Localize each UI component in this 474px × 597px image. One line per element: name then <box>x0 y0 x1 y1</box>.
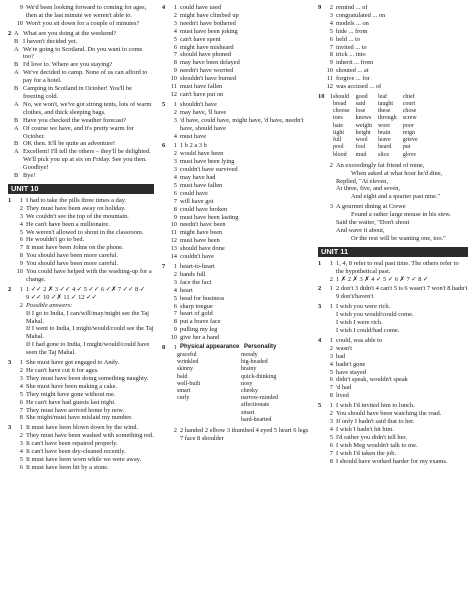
list-item: big-headed <box>241 359 268 366</box>
list-item: 4 must have <box>173 132 207 140</box>
list-item: 10 You could have helped with the washing-up for a change. <box>16 268 152 283</box>
list-item: 3 congratulated ... on <box>329 11 386 19</box>
limerick-2: 3 A gourmet dining at Crewe Found a rather large mouse in his stew. Said the waiter, "Don't shout And wave it about, Or the rest will be wanting one, too." <box>318 203 468 243</box>
u10-ex3b <box>8 424 154 471</box>
list-item: 5 can't have spent <box>173 35 221 43</box>
list-item: 5 1 I wish I'd invited him to lunch. <box>318 402 415 410</box>
list-item: graceful <box>177 351 197 358</box>
list-item: moody <box>241 351 258 358</box>
list-item: 8 She might/must have mislaid my number. <box>19 414 133 422</box>
list-item: 2 would have been <box>173 150 224 158</box>
list-item: 6 I wish Meg wouldn't talk to me. <box>329 441 418 449</box>
ex4 <box>162 4 312 99</box>
list-item: cheeky <box>241 387 258 394</box>
list-item: 9 2 remind ... of <box>318 4 368 11</box>
list-item: 3 face the fact <box>173 278 212 286</box>
list-item: 2 They must have been washed with something red. <box>19 432 154 440</box>
u11-ex2 <box>318 285 468 301</box>
poem-line: Or the rest will be wanting one, too." <box>351 234 446 242</box>
ex10 <box>318 93 468 243</box>
list-item: 7 'd had <box>329 384 352 392</box>
list-item: smart <box>241 409 255 416</box>
table-row: choose lose these chose <box>333 108 417 115</box>
unit-10-heading: UNIT 10 <box>8 184 154 194</box>
dialogue-line: A Of course we have, and it's pretty warm for October. <box>14 124 134 140</box>
u10-ex2 <box>8 286 154 357</box>
list-item: 4 She must have been making a cake. <box>19 382 118 390</box>
ex2-dialogue <box>8 30 154 180</box>
ex7 <box>162 263 312 342</box>
list-item: skinny <box>177 366 194 373</box>
list-item: 7 will have got <box>173 197 214 205</box>
dialogue-line: A Excellent! I'll tell the others – they'll be delighted. We'll pick you up at six on Friday. See you then. Goodbye! <box>14 148 151 172</box>
list-item: 10 Won't you sit down for a couple of minutes? <box>16 19 140 27</box>
list-item: brainy <box>241 366 257 373</box>
list-item: 4 must have been joking <box>173 27 238 35</box>
list-item: 2 hands full <box>173 270 206 278</box>
list-item: 3 If only I hadn't said that to her. <box>329 417 415 425</box>
list-item: 2 wasn't <box>329 344 353 352</box>
list-item: 8 trick ... into <box>329 51 366 59</box>
list-item: 6 He wouldn't go to bed. <box>19 236 85 244</box>
table-row: pool fool heard put <box>333 144 411 151</box>
list-item: 4 1 could, was able to <box>318 336 383 344</box>
list-item: 6 1 1 b 2 a 3 b <box>162 142 207 150</box>
list-item: 7 1 heart-to-heart <box>162 263 215 270</box>
list-item: 8 I should have worked harder for my exams. <box>329 457 448 465</box>
list-item: 3 It can't have been repaired properly. <box>19 440 118 448</box>
list-item: 10 needn't have been <box>170 221 226 229</box>
table-row: toes knows through screw <box>333 115 417 122</box>
list-item: I wish I could/had come. <box>336 327 400 335</box>
list-item: 11 forgive ... for <box>326 75 370 83</box>
column-3 <box>318 4 468 467</box>
physical-appearance-heading: Physical appearance <box>180 344 240 351</box>
list-item: wrinkled <box>177 359 199 366</box>
list-item: If I went to India, I might/would/could see the Taj Mahal. <box>26 325 154 341</box>
list-item: 2 Possible answers: <box>19 301 73 309</box>
list-item: 3 They must have been doing something naughty. <box>19 374 149 382</box>
list-item: 6 sharp tongue <box>173 302 213 310</box>
list-item: narrow-minded <box>241 395 278 402</box>
dialogue-line: A We've decided to camp. None of us can afford to pay for a hotel. <box>14 69 148 85</box>
table-row: hate weight wore poor <box>333 122 414 129</box>
u11-ex3 <box>318 303 468 335</box>
list-item: 8 put a brave face <box>173 318 221 326</box>
list-item: I wish I were rich. <box>336 319 383 327</box>
u10-ex3 <box>8 359 154 422</box>
physical-list <box>177 352 241 424</box>
dialogue-line: B I haven't decided yet. <box>14 37 78 45</box>
dialogue-line: A We're going to Scotland. Do you want to come too? <box>14 45 143 61</box>
ex9 <box>318 4 468 91</box>
list-item: 1 1 1, 4, 8 refer to real past time. The others refer to the hypothetical past. <box>318 259 459 275</box>
list-item: 1 1 I had to take the pills three times a day. <box>8 196 127 204</box>
list-item: 2 They must have been away on holiday. <box>19 204 126 212</box>
list-item: 7 invited ... to <box>329 43 367 51</box>
list-item: 7 It must have been Johns on the phone. <box>19 244 124 252</box>
ex5 <box>162 101 312 141</box>
column-2 <box>162 4 312 445</box>
list-item: 4 He can't have been a millionaire. <box>19 220 110 228</box>
list-item: 4 I wish I hadn't hit him. <box>329 425 394 433</box>
list-item: 11 might have been <box>170 229 223 237</box>
list-item: 3 'd have, could have, might have, 'd have, needn't have, should have <box>173 116 304 132</box>
list-item: 3 1 I wish you were rich. <box>318 303 391 311</box>
list-item: 3 had <box>329 352 346 360</box>
ex1-tail <box>8 4 154 28</box>
dialogue-line: B Have you checked the weather forecast? <box>14 116 127 124</box>
list-item: 2 You should have been watching the road. <box>329 410 442 418</box>
poem-line: Found a rather large mouse in his stew. <box>351 211 451 219</box>
list-item: affectionate <box>241 402 270 409</box>
list-item: 14 couldn't have <box>170 253 214 261</box>
list-item: 9 We'd been looking forward to coming for ages, then at the last minute we weren't able to. <box>19 4 147 19</box>
list-item: 5 head for business <box>173 294 225 302</box>
list-item: 2 might have climbed up <box>173 11 239 19</box>
column-1 <box>8 4 154 474</box>
list-item: 7 should have phoned <box>173 51 232 59</box>
list-item: 5 hide ... from <box>329 27 368 35</box>
list-item: 8 could have broken <box>173 205 228 213</box>
list-item: 2 He can't have cut it for ages. <box>19 366 99 374</box>
list-item: 10 shouldn't have burned <box>170 75 237 83</box>
table-row: tight height brain reign <box>333 129 416 136</box>
list-item: 5 I'd rather you didn't tell her. <box>329 433 407 441</box>
list-item: 13 should have done <box>170 245 225 253</box>
answer-marks: 2 1 ✗ 2 ✗ 3 ✗ 4 ✓ 5 ✓ 6 ✗ 7 ✓ 8 ✓ <box>329 275 429 283</box>
list-item: 3 1 She must have got engaged to Andy. <box>8 359 120 367</box>
list-item: 2 2 handed 2 elbow 3 thumbed 4 eyed 5 heart 6 legs 7 face 8 shoulder <box>173 427 309 442</box>
u11-ex5 <box>318 402 468 465</box>
list-item: 10 shouted ... at <box>326 67 369 75</box>
list-item: 4 1 could have used <box>162 4 222 11</box>
list-item: 7 heart of gold <box>173 310 213 318</box>
pronunciation-table <box>333 94 424 159</box>
list-item: 4 models ... on <box>329 19 369 27</box>
list-item: 3 must have been lying <box>173 158 235 166</box>
list-item: 9 inherit ... from <box>329 59 374 67</box>
list-item: 10 give her a hand <box>170 334 220 342</box>
ex6 <box>162 142 312 261</box>
list-item: 5 have stayed <box>329 368 366 376</box>
dialogue-line: 2 A What are you doing at the weekend? <box>8 29 117 37</box>
list-item: 6 might have misheard <box>173 43 234 51</box>
list-item: 12 must have been <box>170 237 220 245</box>
poem-line: Said the waiter, "Don't shout <box>336 219 410 227</box>
table-row: bread said taught court <box>333 101 416 108</box>
list-item: 5 must have fallen <box>173 181 223 189</box>
limerick-1: 2 An exceedingly fat friend of mine, When asked at what hour he'd dine, Replied, "At eleven, At three, five, and seven, And eight and a quarter past nine." <box>318 162 468 202</box>
poem-line: An exceedingly fat friend of mine, <box>336 161 425 169</box>
table-row: blood mud slice glove <box>333 151 417 158</box>
u11-ex4 <box>318 337 468 400</box>
ex8 <box>162 344 312 443</box>
list-item: 3 1 It must have been blown down by the wind. <box>8 424 138 432</box>
list-item: I wish you would/could come. <box>336 311 414 319</box>
poem-line: When asked at what hour he'd dine, <box>351 169 443 177</box>
list-item: hard-hearted <box>241 416 272 423</box>
list-item: 3 couldn't have survived <box>173 166 238 174</box>
list-item: 5 We weren't allowed to shout in the classroom. <box>19 228 144 236</box>
poem-line: At three, five, and seven, <box>336 185 401 193</box>
list-item: 6 It must have been hit by a stone. <box>19 463 109 471</box>
list-item: 9 pulling my leg <box>173 326 218 334</box>
list-item: 9 needn't have worried <box>173 67 234 75</box>
table-row: full wool leave grieve <box>333 137 418 144</box>
answer-marks: 2 1 1 ✓✓ 2 ✗ 3 ✓✓ 4 ✓ 5 ✓✓ 6 ✓✗ 7 ✓✓ 8 ✓ <box>8 285 146 293</box>
unit-11-heading: UNIT 11 <box>318 247 468 257</box>
word-lists <box>177 352 312 424</box>
dialogue-line: B Bye! <box>14 172 36 180</box>
personality-heading: Personality <box>244 344 277 351</box>
list-item: smart <box>177 387 191 394</box>
list-item: 12 was accused ... of <box>326 83 382 91</box>
list-item: 8 lived <box>329 392 349 400</box>
list-item: 3 We couldn't see the top of the mountain. <box>19 212 129 220</box>
list-item: curly <box>177 395 190 402</box>
list-item: 12 can't have put on <box>170 90 224 98</box>
list-item: If I had gone to India, I might/would/could have seen the Taj Mahal. <box>26 341 150 357</box>
list-item: quick-thinking <box>241 373 277 380</box>
u11-ex1 <box>318 260 468 284</box>
u10-ex1 <box>8 197 154 284</box>
personality-list <box>241 352 278 424</box>
dialogue-line: B Camping in Scotland in October! You'll be freezing cold. <box>14 85 132 100</box>
list-item: 5 They might have gone without me. <box>19 390 116 398</box>
dialogue-line: A No, we won't, we've got strong tents, lots of warm clothes, and thick sleeping bags. <box>14 100 152 116</box>
answer-marks: 9 ✓✓ 10 ✓✗ 11 ✓ 12 ✓✓ <box>26 293 97 301</box>
list-item: 9 You should have been more careful. <box>19 260 118 268</box>
list-item: 4 hadn't gone <box>329 360 366 368</box>
list-item: 6 held ... to <box>329 35 360 43</box>
list-item: nosy <box>241 380 253 387</box>
list-item: 6 He can't have had guests last night. <box>19 398 116 406</box>
list-item: 5 It must have been worn while we were away. <box>19 455 142 463</box>
list-item: 4 may have had <box>173 174 216 182</box>
list-item: well-built <box>177 380 201 387</box>
ex8-header: 8 1 Physical appearance Personality <box>162 344 277 352</box>
list-item: 7 I wish I'd taken the job. <box>329 449 397 457</box>
list-item: If I go to India, I can/will/may/might see the Taj Mahal. <box>26 309 149 325</box>
list-item: 4 heart <box>173 286 193 294</box>
poem-line: A gourmet dining at Crewe <box>336 203 406 211</box>
list-item: 10 1 <box>318 92 333 100</box>
dialogue-line: B I'd love to. Where are you staying? <box>14 61 113 69</box>
poem-line: And eight and a quarter past nine." <box>351 193 441 201</box>
list-item: 11 must have fallen <box>170 83 223 91</box>
dialogue-line: B OK then. It'll be quite an adventure! <box>14 140 116 148</box>
list-item: 2 may have, 'll have <box>173 108 227 116</box>
poem-line: And wave it about, <box>336 226 385 234</box>
list-item: 4 It can't have been dry-cleaned recently. <box>19 448 126 456</box>
list-item: 8 may have been delayed <box>173 59 240 67</box>
list-item: 3 needn't have bothered <box>173 19 236 27</box>
list-item: 2 1 2 don't 3 didn't 4 can't 5 is 6 wasn't 7 won't 8 hadn't 9 don't/haven't <box>318 285 468 301</box>
list-item: 7 They must have arrived home by now. <box>19 406 125 414</box>
table-row: should good leaf chief <box>333 93 415 100</box>
list-item: 6 didn't speak, wouldn't speak <box>329 376 408 384</box>
list-item: 5 1 shouldn't have <box>162 100 217 108</box>
list-item: 9 must have been lasting <box>173 213 239 221</box>
list-item: bald <box>177 373 188 380</box>
poem-line: Replied, "At eleven, <box>336 177 388 185</box>
list-item: 8 You should have been more careful. <box>19 252 118 260</box>
list-item: 6 could have <box>173 189 208 197</box>
